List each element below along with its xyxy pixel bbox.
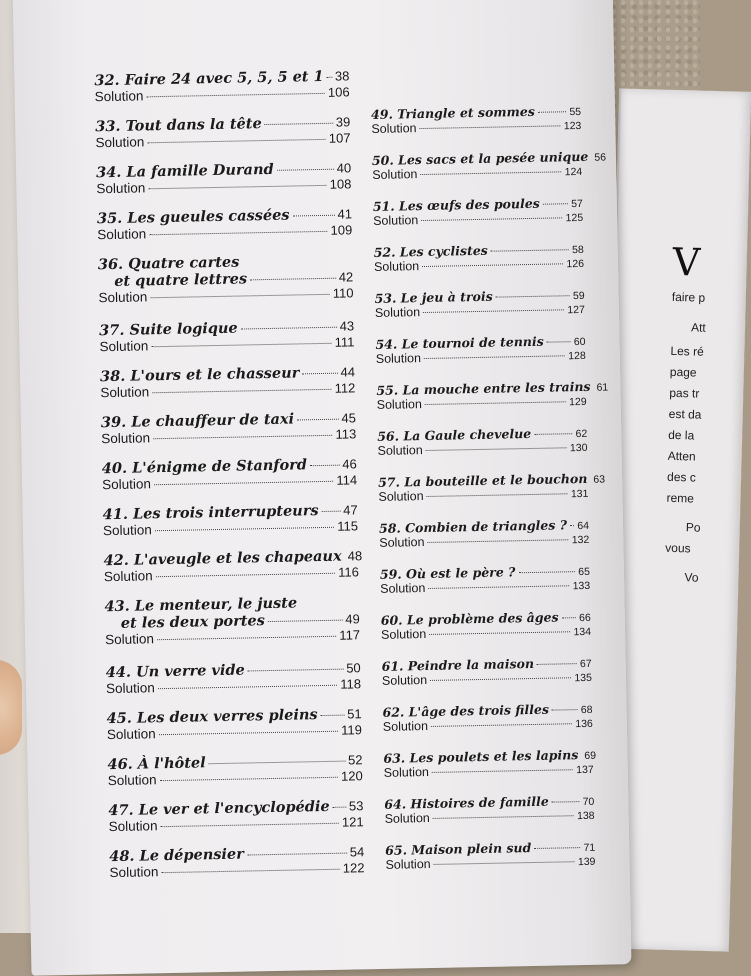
solution-page: 119 <box>341 722 363 738</box>
entry-page: 71 <box>583 841 596 855</box>
solution-page: 109 <box>330 222 353 238</box>
entry-title: L'ours et le chasseur <box>130 364 300 385</box>
solution-page: 130 <box>569 441 588 455</box>
entry-title: Le ver et l'encyclopédie <box>138 797 330 819</box>
entry-number: 59. <box>379 566 402 582</box>
thumb <box>0 660 22 755</box>
entry-title: Le chauffeur de taxi <box>131 410 295 431</box>
toc-entry <box>95 113 351 150</box>
solution-page: 122 <box>342 860 365 876</box>
toc-entry <box>96 159 352 196</box>
toc-entry <box>383 747 597 780</box>
entry-page: 56 <box>594 151 607 164</box>
entry-number: 50. <box>371 152 394 168</box>
solution-label: Solution <box>96 180 146 197</box>
solution-page: 135 <box>574 671 593 685</box>
toc-entry <box>375 333 586 366</box>
entry-page: 62 <box>575 427 588 441</box>
entry-number: 44. <box>105 663 132 682</box>
entry-number: 33. <box>95 117 121 136</box>
solution-page: 137 <box>576 763 594 777</box>
entry-number: 47. <box>108 801 134 820</box>
entry-number: 39. <box>100 413 127 432</box>
entry-number: 42. <box>103 551 129 570</box>
entry-number: 60. <box>380 612 403 628</box>
entry-page: 63 <box>593 473 606 486</box>
solution-label: Solution <box>95 134 145 151</box>
entry-title: Où est le père ? <box>405 564 516 582</box>
entry-number: 49. <box>370 106 393 122</box>
entry-number: 58. <box>378 520 401 536</box>
solution-label: Solution <box>97 226 147 243</box>
entry-title: Le menteur, le juste <box>134 594 298 615</box>
entry-title: La famille Durand <box>126 160 274 181</box>
solution-page: 133 <box>572 579 591 593</box>
solution-label: Solution <box>109 864 159 881</box>
solution-label: Solution <box>373 259 420 274</box>
toc-entry <box>107 751 363 788</box>
entry-number: 63. <box>383 750 406 766</box>
entry-title: Quatre cartes <box>128 253 240 273</box>
entry-page: 53 <box>348 798 364 814</box>
solution-page: 107 <box>328 130 351 146</box>
entry-title: La Gaule chevelue <box>403 425 532 444</box>
entry-title: À l'hôtel <box>137 754 206 773</box>
entry-number: 43. <box>104 597 130 616</box>
solution-page: 120 <box>340 768 363 784</box>
solution-label: Solution <box>100 384 150 401</box>
solution-label: Solution <box>99 338 149 355</box>
entry-title: Maison plein sud <box>411 840 532 858</box>
solution-page: 127 <box>567 303 585 317</box>
solution-label: Solution <box>372 213 419 228</box>
entry-number: 38. <box>99 367 126 386</box>
entry-title: Peindre la maison <box>407 655 535 674</box>
entry-number: 52. <box>373 244 396 260</box>
toc-entry <box>381 609 592 642</box>
solution-page: 131 <box>570 487 589 501</box>
solution-page: 117 <box>339 627 361 643</box>
right-page-fragment: Atten <box>667 448 696 464</box>
toc-entry <box>108 797 364 834</box>
solution-label: Solution <box>380 581 426 596</box>
entry-number: 41. <box>102 505 129 524</box>
toc-entry <box>374 287 585 320</box>
entry-page: 60 <box>573 335 586 349</box>
entry-number: 35. <box>96 209 123 228</box>
right-page-fragment: reme <box>666 490 695 506</box>
entry-page: 66 <box>578 611 591 625</box>
solution-label: Solution <box>382 719 429 734</box>
entry-page: 47 <box>343 502 358 518</box>
entry-number: 54. <box>375 336 398 352</box>
solution-page: 124 <box>564 165 583 179</box>
solution-page: 121 <box>341 814 364 830</box>
solution-page: 106 <box>327 84 350 100</box>
entry-title: Les cyclistes <box>399 242 488 260</box>
toc-entry <box>384 793 595 826</box>
solution-page: 126 <box>566 257 585 271</box>
solution-label: Solution <box>105 680 155 697</box>
entry-title: Les sacs et la pesée unique <box>397 148 589 168</box>
entry-number: 51. <box>372 198 395 214</box>
solution-label: Solution <box>383 765 430 780</box>
solution-page: 113 <box>335 426 357 442</box>
entry-page: 55 <box>569 105 582 119</box>
entry-page: 49 <box>345 611 360 627</box>
left-page <box>13 0 632 976</box>
entry-title: Le jeu à trois <box>400 288 493 306</box>
entry-page: 44 <box>340 364 356 380</box>
entry-page: 64 <box>577 519 590 533</box>
solution-page: 118 <box>340 676 362 692</box>
entry-page: 67 <box>579 657 592 671</box>
entry-title: Suite logique <box>129 319 238 339</box>
solution-label: Solution <box>384 810 430 826</box>
entry-number: 36. <box>97 255 124 274</box>
right-page-fragment: Po <box>685 520 701 535</box>
entry-title: Histoires de famille <box>410 793 549 812</box>
entry-title: Faire 24 avec 5, 5, 5 et 1 <box>124 67 324 89</box>
entry-title: La bouteille et le bouchon <box>404 470 588 490</box>
entry-page: 38 <box>334 68 350 84</box>
solution-label: Solution <box>381 673 428 688</box>
toc-entry <box>379 517 590 550</box>
entry-number: 45. <box>106 709 133 728</box>
entry-title-continued: et les deux portes <box>120 612 266 632</box>
solution-label: Solution <box>98 289 148 306</box>
toc-entry <box>104 593 360 647</box>
toc-entry <box>97 205 353 242</box>
right-page-fragment: page <box>669 364 697 380</box>
toc-entry <box>100 363 356 400</box>
toc-entry <box>106 659 362 696</box>
entry-page: 50 <box>346 660 361 676</box>
solution-page: 128 <box>568 349 586 363</box>
toc-entry <box>374 241 585 274</box>
right-page-fragment: Les ré <box>670 343 704 359</box>
toc-entry <box>98 251 354 305</box>
entry-page: 52 <box>347 752 363 768</box>
entry-page: 68 <box>580 703 593 717</box>
entry-title: L'aveugle et les chapeaux <box>133 547 342 569</box>
entry-title: La mouche entre les trains <box>402 378 591 398</box>
solution-page: 125 <box>565 211 584 225</box>
right-page-fragment: est da <box>668 406 702 422</box>
right-page-fragment: Vo <box>684 570 699 585</box>
entry-number: 65. <box>385 842 408 858</box>
solution-label: Solution <box>372 167 418 182</box>
toc-entry <box>382 655 593 688</box>
entry-page: 41 <box>337 206 353 222</box>
toc-entry <box>373 195 584 228</box>
solution-page: 132 <box>571 533 590 547</box>
entry-title: Le dépensier <box>139 845 245 865</box>
solution-label: Solution <box>108 818 158 835</box>
entry-number: 57. <box>378 474 401 490</box>
solution-page: 138 <box>576 809 595 823</box>
entry-page: 39 <box>335 114 351 130</box>
toc-entry <box>101 409 357 446</box>
entry-title: Triangle et sommes <box>397 103 535 122</box>
toc-entry <box>106 705 362 742</box>
entry-number: 46. <box>107 755 133 774</box>
entry-title: Le tournoi de tennis <box>401 333 544 352</box>
right-page-fragment: vous <box>665 540 691 556</box>
entry-number: 48. <box>109 847 135 866</box>
entry-title: L'énigme de Stanford <box>131 456 308 477</box>
solution-page: 112 <box>334 380 356 396</box>
toc-entry <box>377 425 588 458</box>
solution-label: Solution <box>101 430 151 447</box>
entry-number: 64. <box>384 796 407 812</box>
solution-label: Solution <box>104 631 155 648</box>
entry-title: L'âge des trois filles <box>408 701 550 720</box>
right-page-initial: V <box>672 239 701 285</box>
entry-page: 40 <box>336 160 352 176</box>
solution-label: Solution <box>106 726 156 743</box>
toc-entry <box>378 470 606 504</box>
solution-page: 108 <box>329 176 352 192</box>
entry-number: 40. <box>101 459 128 478</box>
entry-page: 59 <box>572 289 585 303</box>
toc-entry <box>102 455 358 492</box>
entry-page: 46 <box>342 456 357 472</box>
entry-page: 61 <box>596 381 609 394</box>
toc-entry <box>99 317 355 354</box>
solution-label: Solution <box>94 88 144 105</box>
entry-title: Les deux verres pleins <box>136 706 318 727</box>
entry-page: 45 <box>341 410 357 426</box>
solution-label: Solution <box>380 627 427 642</box>
right-page-fragment: faire p <box>671 289 706 305</box>
solution-page: 111 <box>334 334 355 350</box>
solution-label: Solution <box>371 121 417 136</box>
toc-entry <box>371 103 582 136</box>
solution-page: 134 <box>573 625 592 639</box>
entry-title: Le problème des âges <box>406 609 559 628</box>
entry-number: 53. <box>374 290 397 306</box>
right-page-fragment: pas tr <box>669 385 700 401</box>
solution-label: Solution <box>103 568 153 585</box>
toc-column-left <box>94 67 365 881</box>
entry-page: 48 <box>347 548 363 564</box>
solution-label: Solution <box>377 443 423 458</box>
solution-page: 114 <box>336 472 358 488</box>
entry-page: 42 <box>338 269 354 285</box>
solution-page: 123 <box>563 119 582 133</box>
solution-page: 116 <box>337 564 360 580</box>
solution-page: 139 <box>577 855 596 869</box>
toc-entry <box>94 67 350 104</box>
toc-entry <box>376 378 609 412</box>
toc-entry <box>109 843 365 880</box>
right-page-fragment: de la <box>668 427 695 443</box>
toc-entry <box>380 563 591 596</box>
entry-title: Les gueules cassées <box>127 206 290 227</box>
toc-entry <box>103 501 359 538</box>
entry-page: 69 <box>584 749 597 763</box>
entry-title: Combien de triangles ? <box>404 517 568 536</box>
entry-number: 55. <box>376 382 399 398</box>
entry-number: 32. <box>94 71 120 90</box>
solution-page: 136 <box>575 717 593 731</box>
entry-page: 54 <box>349 844 365 860</box>
entry-page: 51 <box>346 706 362 722</box>
solution-label: Solution <box>107 772 157 789</box>
right-page-fragment: des c <box>666 469 696 485</box>
toc-entry <box>382 701 593 734</box>
solution-page: 110 <box>332 285 354 301</box>
solution-label: Solution <box>376 397 422 412</box>
solution-label: Solution <box>385 856 431 872</box>
solution-label: Solution <box>102 476 152 493</box>
entry-number: 62. <box>382 704 405 720</box>
right-page-fragment: Att <box>690 320 706 335</box>
solution-page: 115 <box>337 518 359 534</box>
toc-entry <box>371 148 607 182</box>
entry-title: Les trois interrupteurs <box>132 502 319 523</box>
solution-label: Solution <box>379 535 425 550</box>
entry-number: 34. <box>95 163 122 182</box>
entry-page: 57 <box>571 197 583 211</box>
entry-title: Les poulets et les lapins <box>409 747 579 766</box>
entry-title: Les œufs des poules <box>398 195 540 214</box>
entry-page: 65 <box>578 565 591 579</box>
solution-label: Solution <box>375 351 422 366</box>
solution-label: Solution <box>378 489 424 504</box>
entry-title: Un verre vide <box>135 661 245 681</box>
entry-title-continued: et quatre lettres <box>114 270 248 290</box>
entry-number: 37. <box>99 321 125 340</box>
entry-page: 43 <box>339 318 355 334</box>
solution-label: Solution <box>374 305 421 320</box>
entry-number: 61. <box>381 658 404 674</box>
entry-title: Tout dans la tête <box>125 115 262 135</box>
entry-number: 56. <box>377 428 400 444</box>
solution-label: Solution <box>102 522 152 539</box>
entry-page: 70 <box>582 795 595 809</box>
toc-entry <box>385 839 596 872</box>
toc-entry <box>103 547 363 585</box>
toc-column-right <box>370 103 609 872</box>
entry-page: 58 <box>571 243 584 257</box>
solution-page: 129 <box>569 395 587 409</box>
